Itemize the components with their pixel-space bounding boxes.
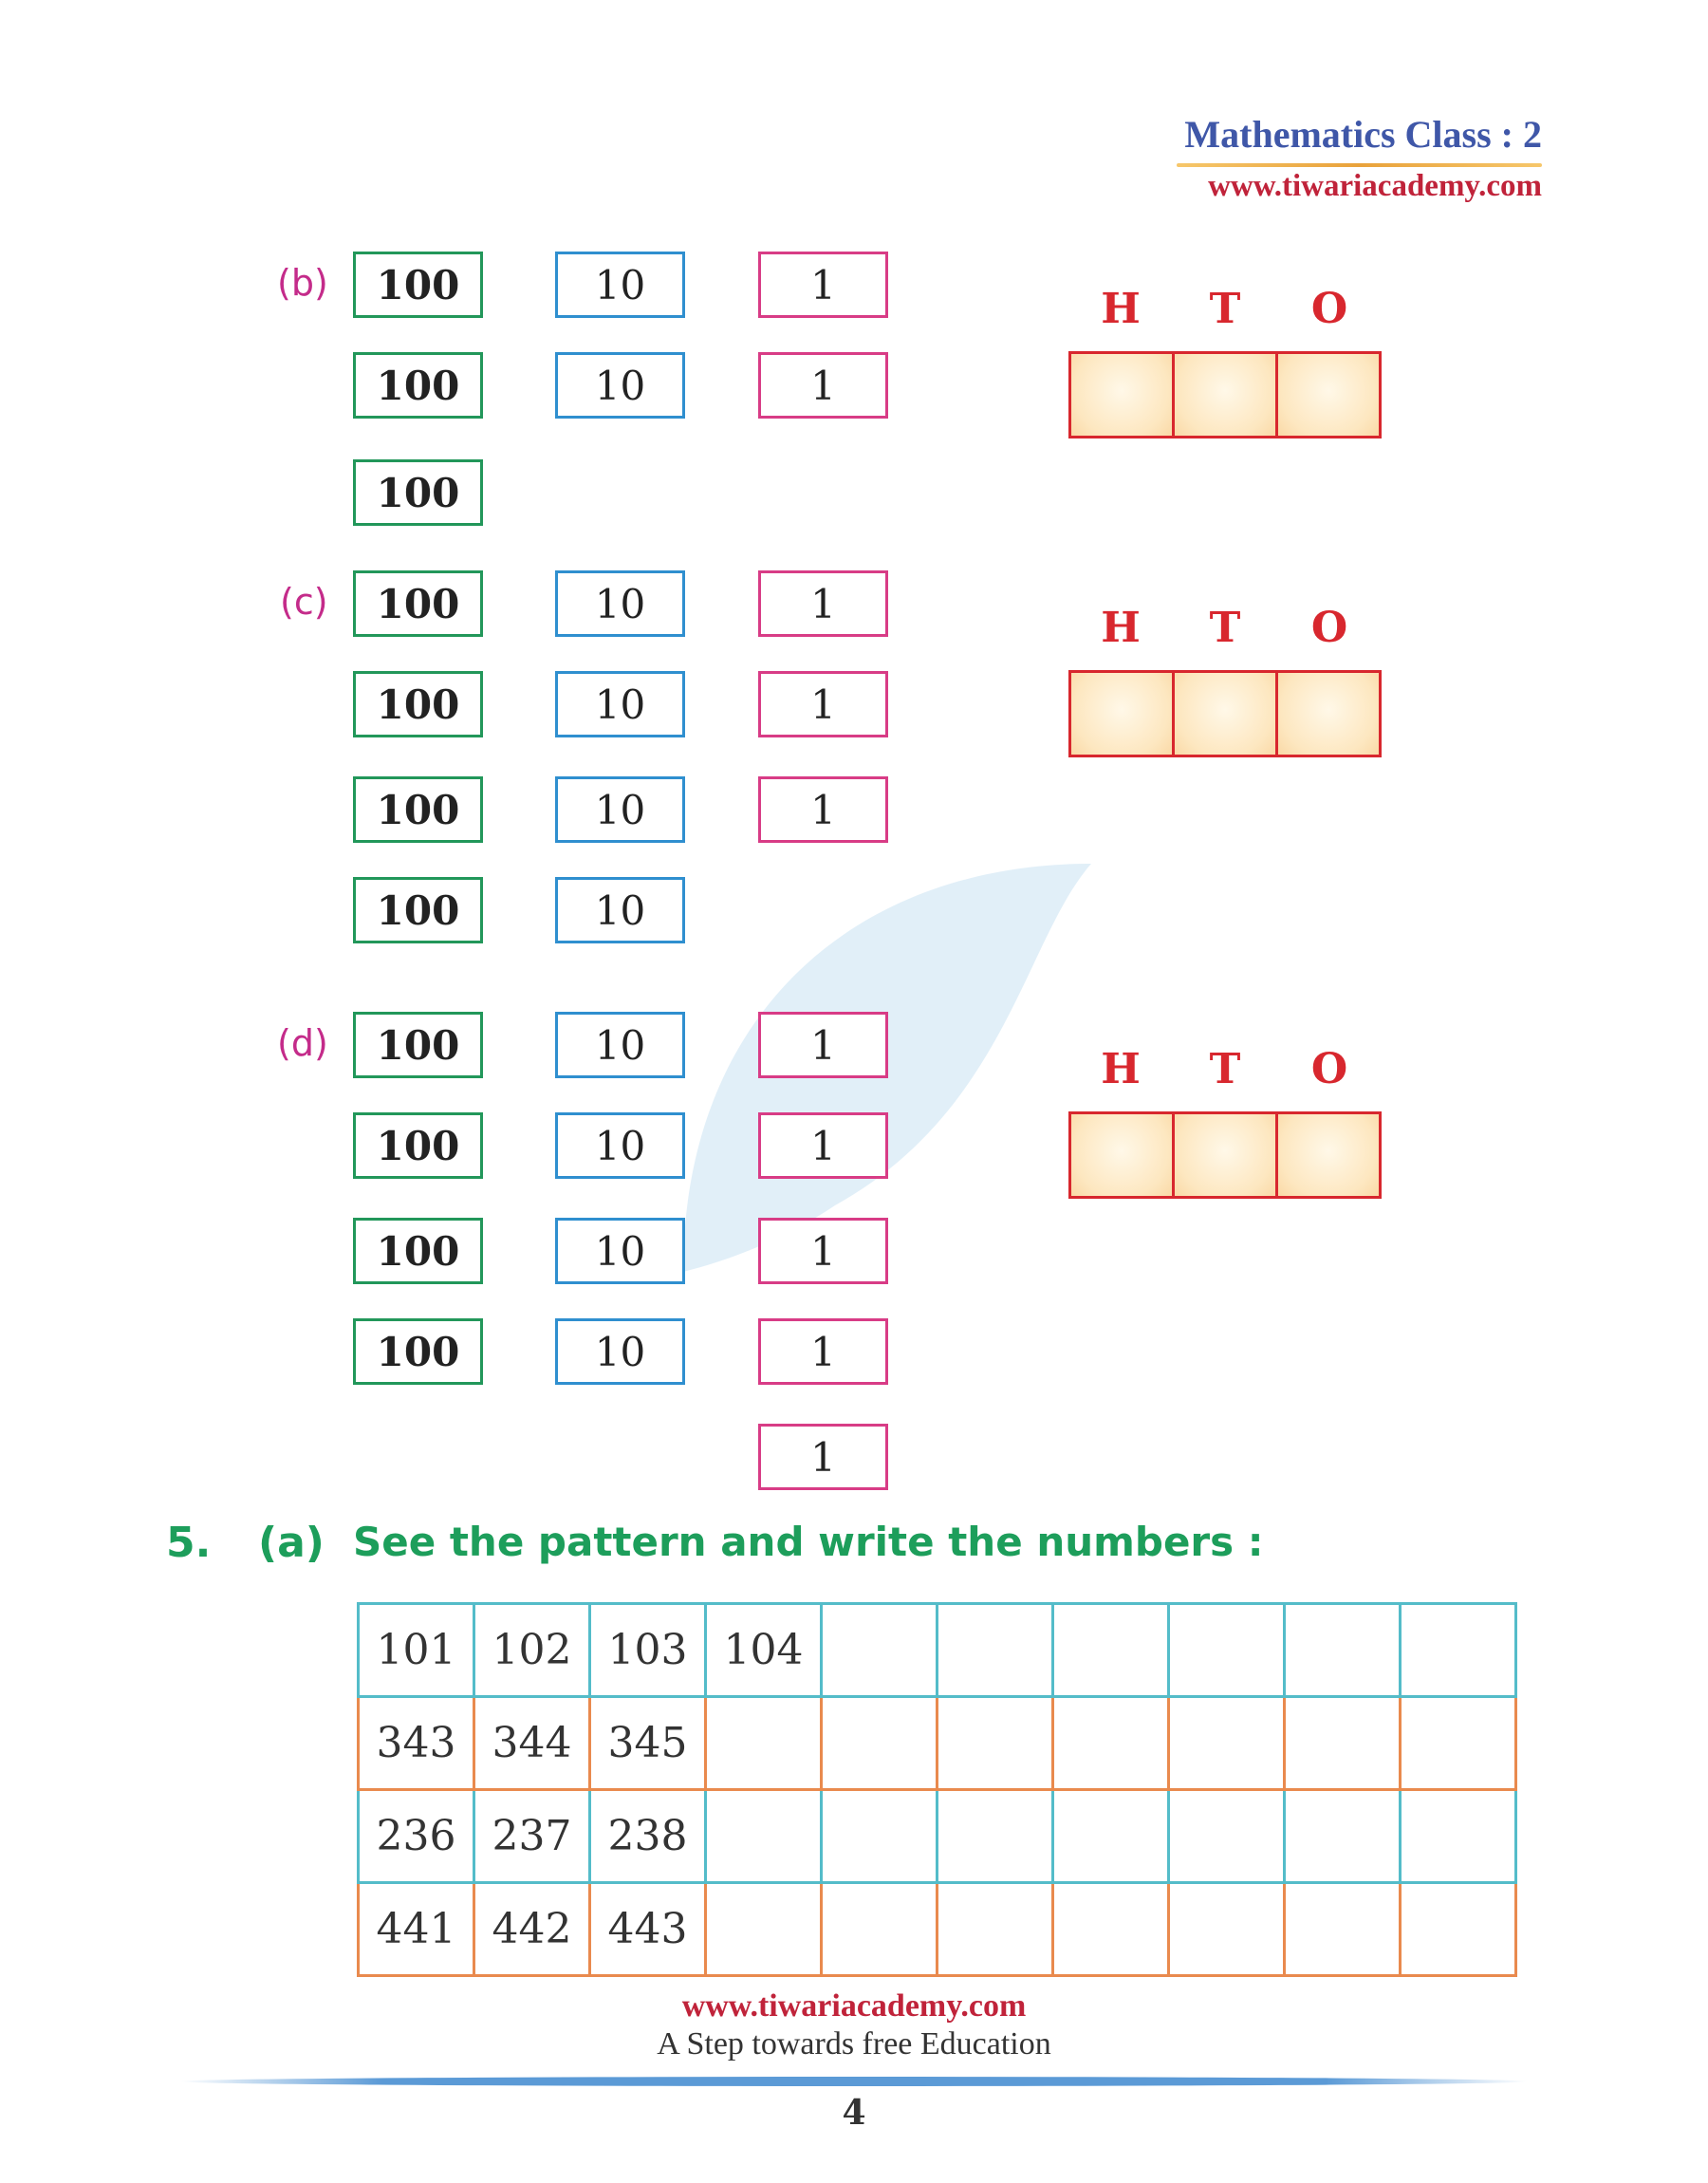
grid-cell: 104 — [706, 1604, 822, 1697]
one-block: 1 — [758, 1424, 888, 1490]
ones-answer-cell[interactable] — [1275, 354, 1379, 436]
hundreds-answer-cell[interactable] — [1071, 673, 1172, 755]
grid-cell-blank[interactable] — [1169, 1604, 1285, 1697]
question-part: (a) — [258, 1519, 325, 1567]
table-row — [359, 1790, 1516, 1883]
one-block: 1 — [758, 1318, 888, 1385]
grid-cell: 344 — [474, 1697, 590, 1790]
tens-answer-cell[interactable] — [1172, 1114, 1275, 1196]
hundred-block: 100 — [353, 1318, 483, 1385]
grid-cell-blank[interactable] — [1285, 1697, 1401, 1790]
footer-url[interactable]: www.tiwariacademy.com — [681, 1988, 1027, 2024]
ones-answer-cell[interactable] — [1275, 673, 1379, 755]
footer-divider — [180, 2077, 1528, 2086]
ones-answer-cell[interactable] — [1275, 1114, 1379, 1196]
hto-letter-t: T — [1209, 1045, 1241, 1093]
grid-cell-blank[interactable] — [1401, 1697, 1516, 1790]
grid-cell-blank[interactable] — [706, 1697, 822, 1790]
table-row — [359, 1883, 1516, 1976]
grid-cell-blank[interactable] — [822, 1604, 938, 1697]
grid-cell-blank[interactable] — [1169, 1883, 1285, 1976]
hto-letter-t: T — [1209, 285, 1241, 333]
grid-cell: 236 — [359, 1790, 474, 1883]
grid-cell: 343 — [359, 1697, 474, 1790]
grid-cell-blank[interactable] — [706, 1883, 822, 1976]
question-text: See the pattern and write the numbers : — [353, 1519, 1264, 1565]
grid-cell-blank[interactable] — [1169, 1697, 1285, 1790]
grid-cell-blank[interactable] — [822, 1883, 938, 1976]
hto-letter-h: H — [1101, 285, 1141, 333]
hto-answer-box-c — [1068, 604, 1382, 757]
hto-letter-h: H — [1101, 604, 1141, 652]
hundred-block: 100 — [353, 877, 483, 943]
ten-block: 10 — [555, 671, 685, 737]
hto-letter-t: T — [1209, 604, 1241, 652]
table-row — [359, 1604, 1516, 1697]
grid-cell-blank[interactable] — [822, 1697, 938, 1790]
hto-letter-o: O — [1310, 1045, 1348, 1093]
grid-cell: 345 — [590, 1697, 706, 1790]
ten-block: 10 — [555, 570, 685, 637]
hundreds-answer-cell[interactable] — [1071, 1114, 1172, 1196]
number-pattern-grid — [357, 1602, 1517, 1977]
grid-cell-blank[interactable] — [938, 1697, 1053, 1790]
one-block: 1 — [758, 1012, 888, 1078]
grid-cell: 441 — [359, 1883, 474, 1976]
ten-block: 10 — [555, 1318, 685, 1385]
grid-cell-blank[interactable] — [1285, 1604, 1401, 1697]
hundred-block: 100 — [353, 252, 483, 318]
grid-cell: 102 — [474, 1604, 590, 1697]
part-c-label: (c) — [280, 581, 328, 623]
part-b-label: (b) — [277, 262, 328, 304]
hundreds-answer-cell[interactable] — [1071, 354, 1172, 436]
grid-cell: 442 — [474, 1883, 590, 1976]
grid-cell: 103 — [590, 1604, 706, 1697]
hto-answer-box-b — [1068, 285, 1382, 438]
grid-cell-blank[interactable] — [1169, 1790, 1285, 1883]
hundred-block: 100 — [353, 352, 483, 419]
table-row — [359, 1697, 1516, 1790]
grid-cell-blank[interactable] — [1053, 1883, 1169, 1976]
watermark-leaf-icon — [645, 826, 1139, 1319]
header-title: Mathematics Class : 2 — [1184, 113, 1542, 156]
header-url[interactable]: www.tiwariacademy.com — [1208, 169, 1542, 203]
grid-cell: 443 — [590, 1883, 706, 1976]
grid-cell-blank[interactable] — [938, 1790, 1053, 1883]
one-block: 1 — [758, 570, 888, 637]
one-block: 1 — [758, 776, 888, 843]
question-number: 5. — [166, 1519, 212, 1567]
grid-cell-blank[interactable] — [938, 1604, 1053, 1697]
hundred-block: 100 — [353, 459, 483, 526]
ten-block: 10 — [555, 1012, 685, 1078]
grid-cell-blank[interactable] — [1285, 1883, 1401, 1976]
hto-letter-o: O — [1310, 604, 1348, 652]
hundred-block: 100 — [353, 776, 483, 843]
hundred-block: 100 — [353, 570, 483, 637]
ten-block: 10 — [555, 877, 685, 943]
grid-cell: 237 — [474, 1790, 590, 1883]
grid-cell-blank[interactable] — [1285, 1790, 1401, 1883]
ten-block: 10 — [555, 776, 685, 843]
grid-cell: 238 — [590, 1790, 706, 1883]
hundred-block: 100 — [353, 1112, 483, 1179]
hto-letter-h: H — [1101, 1045, 1141, 1093]
hto-answer-box-d — [1068, 1045, 1382, 1199]
ten-block: 10 — [555, 1112, 685, 1179]
grid-cell-blank[interactable] — [822, 1790, 938, 1883]
grid-cell-blank[interactable] — [1401, 1604, 1516, 1697]
hundred-block: 100 — [353, 1218, 483, 1284]
hundred-block: 100 — [353, 671, 483, 737]
header-divider — [1177, 163, 1542, 167]
ten-block: 10 — [555, 1218, 685, 1284]
hundred-block: 100 — [353, 1012, 483, 1078]
grid-cell: 101 — [359, 1604, 474, 1697]
grid-cell-blank[interactable] — [1401, 1790, 1516, 1883]
one-block: 1 — [758, 352, 888, 419]
one-block: 1 — [758, 1112, 888, 1179]
grid-cell-blank[interactable] — [1053, 1697, 1169, 1790]
ten-block: 10 — [555, 352, 685, 419]
grid-cell-blank[interactable] — [1053, 1790, 1169, 1883]
grid-cell-blank[interactable] — [706, 1790, 822, 1883]
one-block: 1 — [758, 252, 888, 318]
footer-tagline: A Step towards free Education — [657, 2026, 1051, 2062]
grid-cell-blank[interactable] — [1401, 1883, 1516, 1976]
page-number: 4 — [842, 2093, 866, 2133]
one-block: 1 — [758, 1218, 888, 1284]
tens-answer-cell[interactable] — [1172, 673, 1275, 755]
part-d-label: (d) — [277, 1022, 328, 1064]
ten-block: 10 — [555, 252, 685, 318]
one-block: 1 — [758, 671, 888, 737]
grid-cell-blank[interactable] — [1053, 1604, 1169, 1697]
hto-letter-o: O — [1310, 285, 1348, 333]
grid-cell-blank[interactable] — [938, 1883, 1053, 1976]
tens-answer-cell[interactable] — [1172, 354, 1275, 436]
